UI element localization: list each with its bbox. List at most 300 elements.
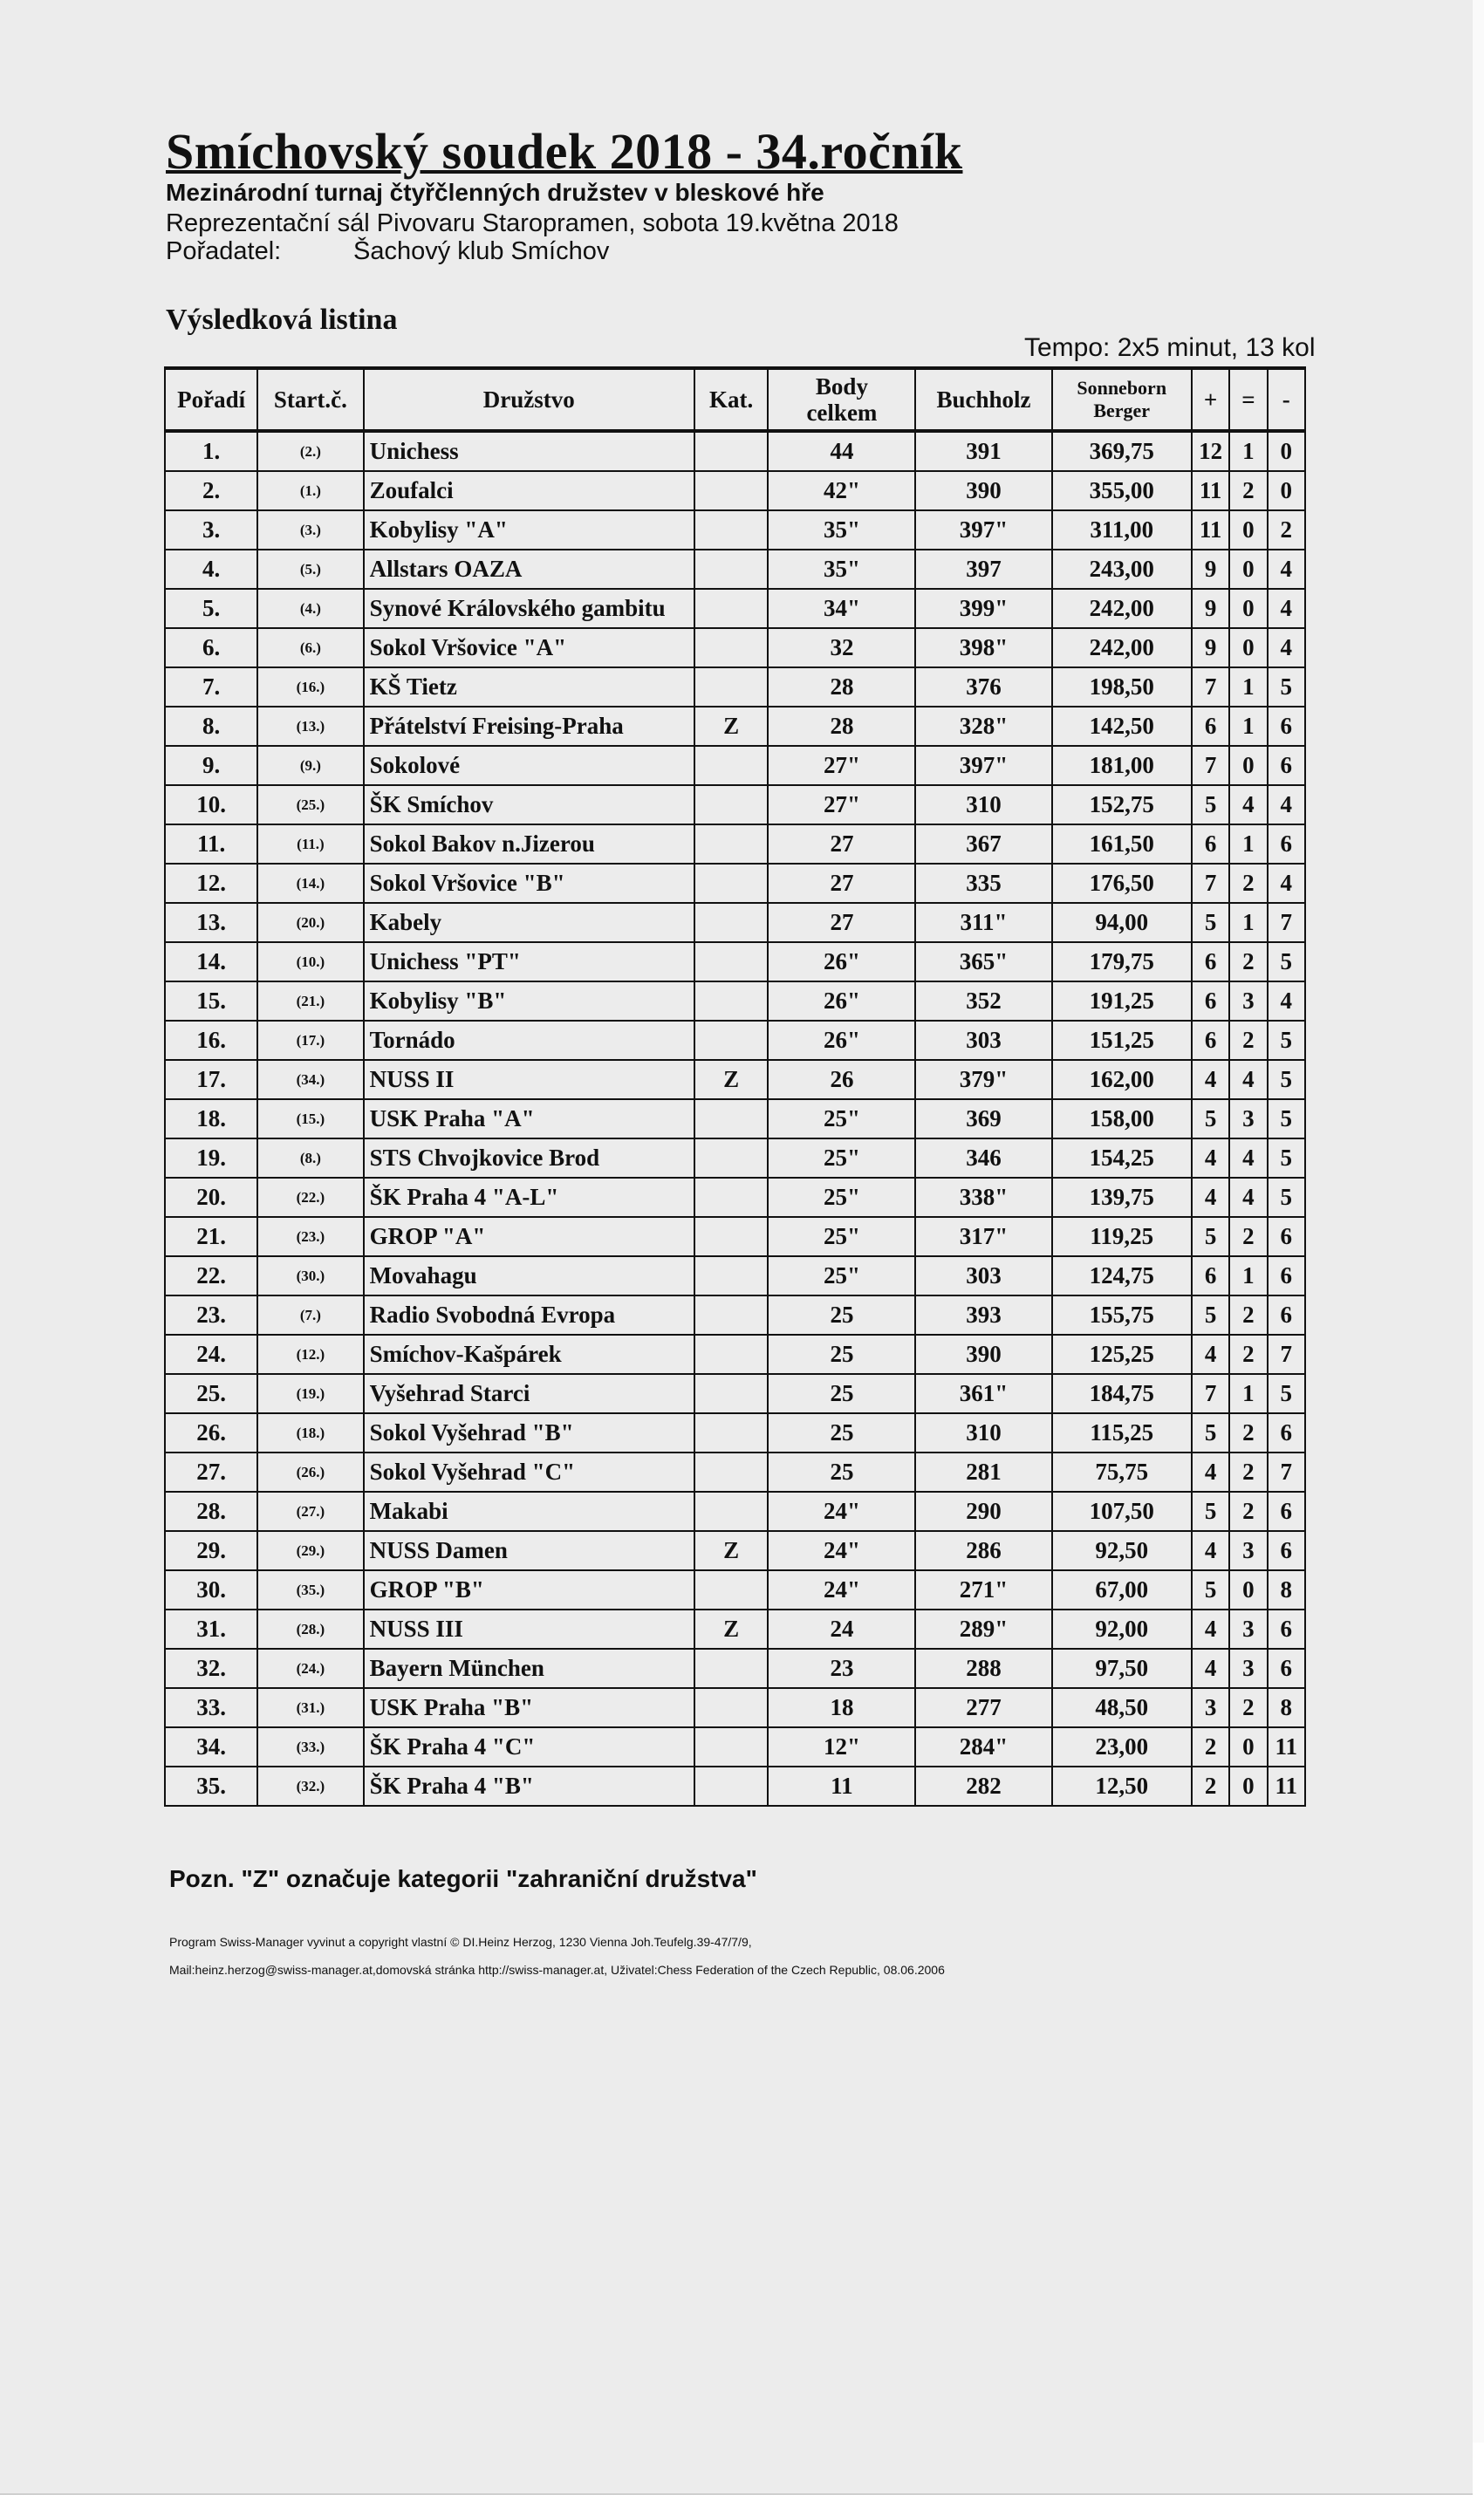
cell-team: Přátelství Freising-Praha [364, 707, 694, 746]
cell-rank: 8. [165, 707, 257, 746]
cell-points: 34" [768, 589, 915, 628]
cell-losses: 5 [1268, 1060, 1305, 1099]
cell-rank: 6. [165, 628, 257, 667]
cell-category [694, 628, 769, 667]
cell-draws: 3 [1229, 1610, 1267, 1649]
col-team-header: Družstvo [364, 368, 694, 431]
cell-buchholz: 310 [915, 785, 1051, 824]
cell-sonneborn: 92,50 [1052, 1531, 1192, 1570]
cell-buchholz: 369 [915, 1099, 1051, 1138]
cell-points: 27" [768, 785, 915, 824]
cell-buchholz: 311" [915, 903, 1051, 942]
table-row [165, 1531, 1305, 1570]
cell-losses: 6 [1268, 1217, 1305, 1256]
cell-losses: 5 [1268, 1138, 1305, 1178]
cell-rank: 12. [165, 864, 257, 903]
col-draws-header: = [1229, 368, 1267, 431]
cell-start: (29.) [257, 1531, 363, 1570]
cell-category [694, 824, 769, 864]
table-row [165, 1453, 1305, 1492]
cell-start: (1.) [257, 471, 363, 510]
cell-category [694, 1767, 769, 1806]
cell-losses: 5 [1268, 667, 1305, 707]
table-row [165, 1413, 1305, 1453]
cell-start: (31.) [257, 1688, 363, 1727]
table-row [165, 1295, 1305, 1335]
cell-team: GROP "A" [364, 1217, 694, 1256]
cell-category [694, 981, 769, 1021]
table-row [165, 667, 1305, 707]
cell-points: 24 [768, 1610, 915, 1649]
cell-team: Movahagu [364, 1256, 694, 1295]
cell-start: (28.) [257, 1610, 363, 1649]
cell-category [694, 1178, 769, 1217]
cell-team: Bayern München [364, 1649, 694, 1688]
cell-points: 27 [768, 864, 915, 903]
cell-rank: 11. [165, 824, 257, 864]
cell-start: (17.) [257, 1021, 363, 1060]
cell-buchholz: 397 [915, 550, 1051, 589]
cell-wins: 5 [1192, 1295, 1229, 1335]
cell-category [694, 1413, 769, 1453]
col-sonneborn-line1: Sonneborn [1077, 377, 1167, 399]
cell-wins: 4 [1192, 1335, 1229, 1374]
cell-points: 23 [768, 1649, 915, 1688]
cell-buchholz: 290 [915, 1492, 1051, 1531]
cell-rank: 13. [165, 903, 257, 942]
footer-line-1: Program Swiss-Manager vyvinut a copyright vlastní © DI.Heinz Herzog, 1230 Vienna Joh.Teufelg.39-47/7/9, [169, 1935, 752, 1949]
cell-category [694, 667, 769, 707]
cell-sonneborn: 179,75 [1052, 942, 1192, 981]
tempo-line: Tempo: 2x5 minut, 13 kol [1024, 333, 1316, 362]
cell-sonneborn: 67,00 [1052, 1570, 1192, 1610]
col-start-header: Start.č. [257, 368, 363, 431]
cell-wins: 11 [1192, 510, 1229, 550]
cell-sonneborn: 355,00 [1052, 471, 1192, 510]
cell-draws: 1 [1229, 903, 1267, 942]
cell-draws: 1 [1229, 824, 1267, 864]
cell-draws: 1 [1229, 1374, 1267, 1413]
table-row [165, 510, 1305, 550]
cell-start: (32.) [257, 1767, 363, 1806]
col-category-header: Kat. [694, 368, 769, 431]
cell-draws: 4 [1229, 1178, 1267, 1217]
cell-category [694, 1217, 769, 1256]
cell-losses: 2 [1268, 510, 1305, 550]
col-sonneborn-line2: Berger [1093, 400, 1151, 421]
cell-draws: 1 [1229, 707, 1267, 746]
cell-category [694, 1138, 769, 1178]
cell-losses: 4 [1268, 589, 1305, 628]
table-row [165, 1060, 1305, 1099]
cell-buchholz: 286 [915, 1531, 1051, 1570]
table-row [165, 785, 1305, 824]
cell-start: (14.) [257, 864, 363, 903]
cell-buchholz: 303 [915, 1021, 1051, 1060]
cell-sonneborn: 158,00 [1052, 1099, 1192, 1138]
cell-losses: 6 [1268, 824, 1305, 864]
section-heading: Výsledková listina [166, 304, 398, 336]
cell-sonneborn: 142,50 [1052, 707, 1192, 746]
cell-category [694, 1688, 769, 1727]
cell-team: USK Praha "A" [364, 1099, 694, 1138]
cell-team: Smíchov-Kašpárek [364, 1335, 694, 1374]
cell-start: (19.) [257, 1374, 363, 1413]
table-row [165, 1688, 1305, 1727]
cell-category [694, 942, 769, 981]
cell-buchholz: 288 [915, 1649, 1051, 1688]
cell-losses: 6 [1268, 1492, 1305, 1531]
cell-losses: 0 [1268, 471, 1305, 510]
cell-category [694, 1295, 769, 1335]
table-row [165, 903, 1305, 942]
organizer-label: Pořadatel: [166, 237, 282, 265]
cell-buchholz: 335 [915, 864, 1051, 903]
cell-wins: 5 [1192, 903, 1229, 942]
cell-sonneborn: 125,25 [1052, 1335, 1192, 1374]
cell-losses: 6 [1268, 1295, 1305, 1335]
cell-team: ŠK Praha 4 "A-L" [364, 1178, 694, 1217]
cell-category [694, 864, 769, 903]
cell-wins: 2 [1192, 1767, 1229, 1806]
cell-rank: 9. [165, 746, 257, 785]
cell-wins: 9 [1192, 550, 1229, 589]
cell-team: Sokol Vršovice "A" [364, 628, 694, 667]
cell-buchholz: 367 [915, 824, 1051, 864]
table-row [165, 1492, 1305, 1531]
table-row [165, 1727, 1305, 1767]
cell-wins: 7 [1192, 746, 1229, 785]
cell-points: 28 [768, 707, 915, 746]
cell-draws: 2 [1229, 1413, 1267, 1453]
cell-rank: 15. [165, 981, 257, 1021]
cell-buchholz: 393 [915, 1295, 1051, 1335]
cell-points: 11 [768, 1767, 915, 1806]
cell-rank: 5. [165, 589, 257, 628]
cell-points: 25" [768, 1099, 915, 1138]
cell-draws: 0 [1229, 1570, 1267, 1610]
cell-category [694, 746, 769, 785]
cell-start: (35.) [257, 1570, 363, 1610]
cell-team: NUSS III [364, 1610, 694, 1649]
table-row [165, 431, 1305, 471]
cell-points: 25" [768, 1256, 915, 1295]
cell-points: 28 [768, 667, 915, 707]
cell-category: Z [694, 707, 769, 746]
cell-start: (26.) [257, 1453, 363, 1492]
cell-wins: 5 [1192, 1413, 1229, 1453]
cell-sonneborn: 155,75 [1052, 1295, 1192, 1335]
cell-start: (20.) [257, 903, 363, 942]
cell-points: 25" [768, 1217, 915, 1256]
cell-sonneborn: 161,50 [1052, 824, 1192, 864]
cell-buchholz: 398" [915, 628, 1051, 667]
cell-category [694, 589, 769, 628]
cell-category [694, 1649, 769, 1688]
col-points-line1: Body [815, 373, 868, 400]
cell-sonneborn: 154,25 [1052, 1138, 1192, 1178]
cell-draws: 0 [1229, 746, 1267, 785]
cell-losses: 8 [1268, 1570, 1305, 1610]
table-row [165, 942, 1305, 981]
cell-buchholz: 346 [915, 1138, 1051, 1178]
cell-losses: 7 [1268, 903, 1305, 942]
cell-rank: 29. [165, 1531, 257, 1570]
cell-losses: 11 [1268, 1727, 1305, 1767]
cell-team: Unichess "PT" [364, 942, 694, 981]
cell-team: Vyšehrad Starci [364, 1374, 694, 1413]
cell-wins: 4 [1192, 1649, 1229, 1688]
table-row [165, 1610, 1305, 1649]
cell-start: (30.) [257, 1256, 363, 1295]
table-row [165, 1767, 1305, 1806]
cell-sonneborn: 243,00 [1052, 550, 1192, 589]
cell-start: (34.) [257, 1060, 363, 1099]
cell-draws: 2 [1229, 1492, 1267, 1531]
cell-wins: 5 [1192, 1570, 1229, 1610]
cell-wins: 3 [1192, 1688, 1229, 1727]
cell-draws: 3 [1229, 981, 1267, 1021]
cell-draws: 1 [1229, 1256, 1267, 1295]
cell-sonneborn: 139,75 [1052, 1178, 1192, 1217]
cell-buchholz: 338" [915, 1178, 1051, 1217]
cell-rank: 24. [165, 1335, 257, 1374]
cell-points: 24" [768, 1570, 915, 1610]
cell-wins: 5 [1192, 1099, 1229, 1138]
cell-category [694, 1335, 769, 1374]
cell-sonneborn: 181,00 [1052, 746, 1192, 785]
cell-start: (11.) [257, 824, 363, 864]
cell-points: 24" [768, 1492, 915, 1531]
cell-buchholz: 379" [915, 1060, 1051, 1099]
cell-sonneborn: 23,00 [1052, 1727, 1192, 1767]
cell-category [694, 1492, 769, 1531]
cell-start: (33.) [257, 1727, 363, 1767]
cell-wins: 5 [1192, 785, 1229, 824]
cell-wins: 4 [1192, 1453, 1229, 1492]
cell-wins: 6 [1192, 981, 1229, 1021]
cell-start: (22.) [257, 1178, 363, 1217]
cell-category [694, 510, 769, 550]
cell-sonneborn: 176,50 [1052, 864, 1192, 903]
cell-losses: 6 [1268, 707, 1305, 746]
table-row [165, 1374, 1305, 1413]
cell-rank: 1. [165, 431, 257, 471]
cell-team: Sokolové [364, 746, 694, 785]
cell-start: (3.) [257, 510, 363, 550]
cell-draws: 4 [1229, 1138, 1267, 1178]
cell-wins: 2 [1192, 1727, 1229, 1767]
cell-sonneborn: 92,00 [1052, 1610, 1192, 1649]
cell-start: (15.) [257, 1099, 363, 1138]
cell-start: (27.) [257, 1492, 363, 1531]
cell-draws: 2 [1229, 1453, 1267, 1492]
cell-start: (23.) [257, 1217, 363, 1256]
cell-start: (13.) [257, 707, 363, 746]
cell-draws: 1 [1229, 431, 1267, 471]
cell-wins: 12 [1192, 431, 1229, 471]
cell-rank: 3. [165, 510, 257, 550]
cell-points: 24" [768, 1531, 915, 1570]
cell-team: NUSS II [364, 1060, 694, 1099]
cell-draws: 2 [1229, 1217, 1267, 1256]
cell-losses: 4 [1268, 628, 1305, 667]
cell-category [694, 1099, 769, 1138]
cell-category [694, 1021, 769, 1060]
cell-category [694, 1570, 769, 1610]
cell-team: ŠK Praha 4 "B" [364, 1767, 694, 1806]
cell-points: 27 [768, 903, 915, 942]
cell-team: KŠ Tietz [364, 667, 694, 707]
col-points-header [768, 368, 915, 431]
cell-sonneborn: 124,75 [1052, 1256, 1192, 1295]
cell-losses: 5 [1268, 1178, 1305, 1217]
cell-points: 35" [768, 510, 915, 550]
cell-start: (6.) [257, 628, 363, 667]
cell-wins: 4 [1192, 1138, 1229, 1178]
table-row [165, 1138, 1305, 1178]
cell-team: STS Chvojkovice Brod [364, 1138, 694, 1178]
cell-draws: 2 [1229, 942, 1267, 981]
cell-sonneborn: 12,50 [1052, 1767, 1192, 1806]
col-losses-header: - [1268, 368, 1305, 431]
cell-draws: 2 [1229, 864, 1267, 903]
cell-buchholz: 289" [915, 1610, 1051, 1649]
cell-rank: 33. [165, 1688, 257, 1727]
table-row [165, 1178, 1305, 1217]
cell-start: (5.) [257, 550, 363, 589]
cell-start: (10.) [257, 942, 363, 981]
table-row [165, 981, 1305, 1021]
cell-start: (12.) [257, 1335, 363, 1374]
cell-losses: 4 [1268, 550, 1305, 589]
cell-draws: 0 [1229, 589, 1267, 628]
cell-sonneborn: 242,00 [1052, 628, 1192, 667]
cell-sonneborn: 151,25 [1052, 1021, 1192, 1060]
cell-team: Sokol Vršovice "B" [364, 864, 694, 903]
cell-buchholz: 399" [915, 589, 1051, 628]
cell-points: 25 [768, 1453, 915, 1492]
table-row [165, 1335, 1305, 1374]
cell-sonneborn: 152,75 [1052, 785, 1192, 824]
cell-sonneborn: 369,75 [1052, 431, 1192, 471]
cell-rank: 22. [165, 1256, 257, 1295]
cell-category [694, 1256, 769, 1295]
cell-points: 32 [768, 628, 915, 667]
cell-wins: 9 [1192, 628, 1229, 667]
table-row [165, 589, 1305, 628]
cell-rank: 17. [165, 1060, 257, 1099]
table-row [165, 1021, 1305, 1060]
cell-rank: 21. [165, 1217, 257, 1256]
cell-wins: 7 [1192, 864, 1229, 903]
cell-points: 26" [768, 1021, 915, 1060]
cell-losses: 6 [1268, 1413, 1305, 1453]
cell-sonneborn: 242,00 [1052, 589, 1192, 628]
cell-points: 12" [768, 1727, 915, 1767]
footer-line-2: Mail:heinz.herzog@swiss-manager.at,domovská stránka http://swiss-manager.at, Uživatel:Chess Federation of the Czech Republic, 08.06.2006 [169, 1963, 945, 1977]
cell-wins: 7 [1192, 1374, 1229, 1413]
cell-buchholz: 328" [915, 707, 1051, 746]
cell-buchholz: 317" [915, 1217, 1051, 1256]
cell-category [694, 1727, 769, 1767]
table-row [165, 471, 1305, 510]
cell-buchholz: 284" [915, 1727, 1051, 1767]
cell-team: Zoufalci [364, 471, 694, 510]
table-row [165, 628, 1305, 667]
cell-buchholz: 271" [915, 1570, 1051, 1610]
cell-start: (9.) [257, 746, 363, 785]
cell-points: 25" [768, 1138, 915, 1178]
cell-points: 35" [768, 550, 915, 589]
table-row [165, 1256, 1305, 1295]
cell-wins: 7 [1192, 667, 1229, 707]
cell-sonneborn: 184,75 [1052, 1374, 1192, 1413]
cell-wins: 6 [1192, 824, 1229, 864]
cell-wins: 5 [1192, 1217, 1229, 1256]
cell-buchholz: 310 [915, 1413, 1051, 1453]
cell-start: (16.) [257, 667, 363, 707]
cell-losses: 5 [1268, 1021, 1305, 1060]
cell-draws: 2 [1229, 1021, 1267, 1060]
cell-buchholz: 303 [915, 1256, 1051, 1295]
table-row [165, 746, 1305, 785]
cell-start: (4.) [257, 589, 363, 628]
cell-sonneborn: 97,50 [1052, 1649, 1192, 1688]
cell-rank: 18. [165, 1099, 257, 1138]
cell-category [694, 1453, 769, 1492]
cell-team: Sokol Vyšehrad "C" [364, 1453, 694, 1492]
cell-team: ŠK Smíchov [364, 785, 694, 824]
cell-losses: 4 [1268, 864, 1305, 903]
cell-points: 25 [768, 1374, 915, 1413]
col-buchholz-header: Buchholz [915, 368, 1051, 431]
cell-rank: 23. [165, 1295, 257, 1335]
cell-category: Z [694, 1060, 769, 1099]
cell-buchholz: 365" [915, 942, 1051, 981]
cell-team: Kobylisy "B" [364, 981, 694, 1021]
cell-start: (7.) [257, 1295, 363, 1335]
cell-sonneborn: 75,75 [1052, 1453, 1192, 1492]
cell-losses: 6 [1268, 1256, 1305, 1295]
cell-start: (18.) [257, 1413, 363, 1453]
cell-points: 44 [768, 431, 915, 471]
cell-team: Sokol Bakov n.Jizerou [364, 824, 694, 864]
cell-wins: 6 [1192, 1256, 1229, 1295]
cell-team: Makabi [364, 1492, 694, 1531]
cell-wins: 4 [1192, 1178, 1229, 1217]
cell-wins: 5 [1192, 1492, 1229, 1531]
cell-draws: 3 [1229, 1099, 1267, 1138]
cell-buchholz: 361" [915, 1374, 1051, 1413]
cell-category: Z [694, 1531, 769, 1570]
cell-points: 25 [768, 1413, 915, 1453]
cell-wins: 9 [1192, 589, 1229, 628]
cell-losses: 6 [1268, 1531, 1305, 1570]
cell-sonneborn: 162,00 [1052, 1060, 1192, 1099]
cell-team: Synové Královského gambitu [364, 589, 694, 628]
cell-team: Kobylisy "A" [364, 510, 694, 550]
cell-wins: 6 [1192, 707, 1229, 746]
cell-rank: 26. [165, 1413, 257, 1453]
cell-sonneborn: 311,00 [1052, 510, 1192, 550]
cell-draws: 3 [1229, 1531, 1267, 1570]
cell-rank: 19. [165, 1138, 257, 1178]
table-row [165, 1649, 1305, 1688]
cell-buchholz: 352 [915, 981, 1051, 1021]
cell-rank: 2. [165, 471, 257, 510]
cell-team: Kabely [364, 903, 694, 942]
